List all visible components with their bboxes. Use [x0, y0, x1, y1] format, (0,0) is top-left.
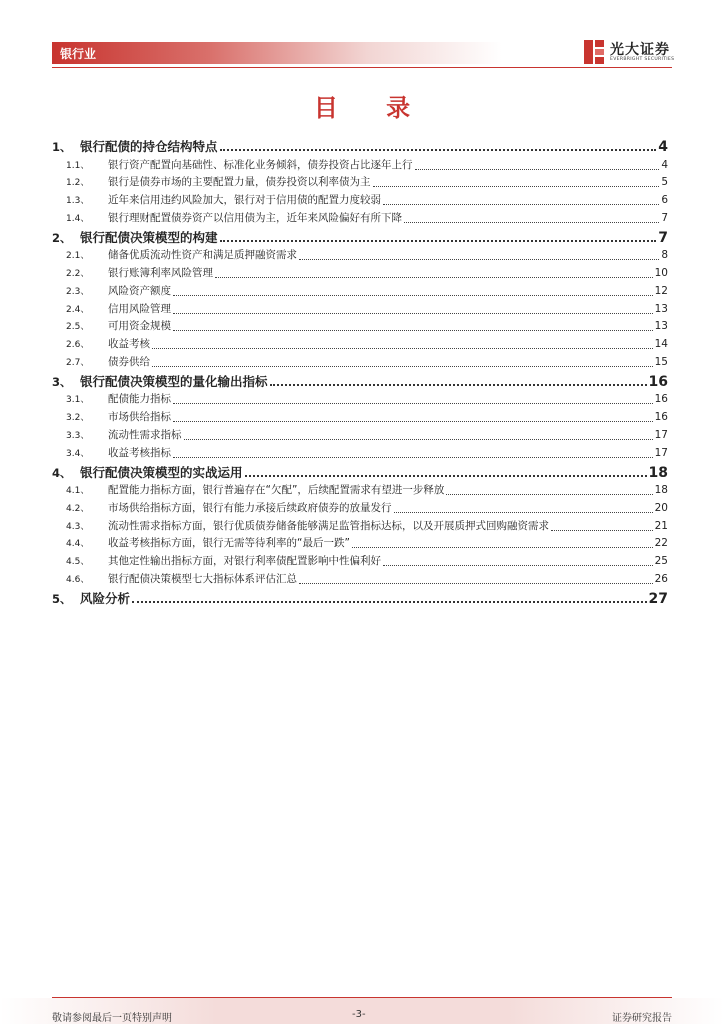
toc-dot-leader	[415, 169, 660, 170]
toc-entry-number: 5、	[52, 591, 72, 606]
toc-dot-leader	[173, 313, 653, 314]
logo-text-cn: 光大证券	[610, 42, 670, 58]
toc-entry-page: 25	[654, 555, 668, 568]
toc-dot-leader	[299, 259, 659, 260]
toc-dot-leader	[132, 601, 647, 603]
toc-section-entry[interactable]	[52, 247, 668, 264]
toc-section-entry[interactable]	[52, 482, 668, 499]
toc-dot-leader	[173, 457, 653, 458]
page-number: -3-	[352, 1009, 366, 1020]
toc-section-entry[interactable]	[52, 535, 668, 552]
toc-entry-title: 近年来信用违约风险加大，银行对于信用债的配置力度较弱	[108, 194, 381, 207]
toc-entry-title: 风险分析	[80, 590, 131, 606]
toc-dot-leader	[173, 295, 653, 296]
toc-entry-number: 2.3、	[66, 286, 90, 297]
section-label: 银行业	[60, 47, 97, 61]
toc-dot-leader	[173, 403, 653, 404]
toc-dot-leader	[446, 494, 652, 495]
toc-entry-title: 债券供给	[108, 356, 150, 368]
toc-entry-page: 13	[654, 302, 668, 315]
toc-dot-leader	[173, 330, 653, 331]
toc-section-entry[interactable]	[52, 445, 668, 462]
toc-entry-page: 13	[654, 320, 668, 333]
toc-entry-page: 27	[648, 590, 668, 607]
toc-entry-page: 16	[648, 373, 668, 390]
header-bar	[52, 42, 502, 64]
toc-entry-page: 16	[654, 393, 668, 406]
toc-entry-title: 银行理财配置债券资产以信用债为主，近年来风险偏好有所下降	[108, 211, 402, 224]
toc-entry-title: 信用风险管理	[108, 302, 171, 315]
toc-section-entry[interactable]	[52, 391, 668, 408]
toc-entry-number: 4.6、	[66, 575, 90, 585]
header-divider	[52, 67, 672, 68]
toc-entry-page: 20	[654, 501, 668, 514]
toc-entry-number: 3.4、	[66, 448, 90, 459]
toc-entry-number: 4.4、	[66, 539, 90, 550]
toc-entry-number: 4.2、	[66, 503, 90, 514]
toc-section-entry[interactable]	[52, 174, 668, 191]
toc-entry-title: 银行账簿利率风险管理	[108, 267, 213, 279]
toc-entry-page: 18	[654, 484, 668, 496]
toc-entry-title: 风险资产额度	[108, 284, 171, 297]
toc-dot-leader	[394, 512, 653, 513]
toc-entry-page: 4	[661, 158, 668, 171]
toc-entry-page: 18	[648, 464, 668, 481]
toc-section-entry[interactable]	[52, 318, 668, 335]
toc-dot-leader	[173, 421, 653, 422]
toc-section-entry[interactable]	[52, 354, 668, 371]
toc-entry-page: 6	[661, 194, 668, 207]
toc-entry-number: 3.1、	[66, 395, 90, 406]
toc-entry-number: 2.5、	[66, 322, 90, 333]
toc-entry-page: 4	[658, 139, 668, 155]
toc-section-entry[interactable]	[52, 336, 668, 353]
toc-entry-number: 2、	[52, 230, 72, 245]
toc-entry-page: 21	[654, 519, 668, 532]
toc-dot-leader	[373, 186, 660, 187]
toc-entry-title: 收益考核指标	[108, 446, 171, 459]
toc-section-entry[interactable]	[52, 192, 668, 209]
toc-section-entry[interactable]	[52, 409, 668, 426]
toc-entry-page: 17	[654, 428, 668, 441]
toc-entry-title: 银行配债决策模型的实战运用	[80, 464, 243, 480]
toc-entry-page: 16	[654, 411, 668, 424]
toc-entry-number: 1.3、	[66, 196, 90, 207]
toc-entry-number: 2.2、	[66, 269, 90, 279]
toc-dot-leader	[245, 475, 647, 477]
toc-entry-page: 7	[661, 211, 668, 224]
footer-report-type: 证券研究报告	[612, 1013, 672, 1024]
toc-entry-title: 可用资金规模	[108, 320, 171, 333]
toc-entry-title: 银行配债的持仓结构特点	[80, 139, 218, 154]
toc-entry-title: 流动性需求指标方面，银行优质债券储备能够满足监管指标达标，以及开展质押式回购融资需求	[108, 519, 549, 532]
toc-entry-number: 1、	[52, 140, 72, 154]
toc-entry-number: 1.4、	[66, 213, 90, 224]
toc-entry-number: 2.7、	[66, 358, 90, 368]
toc-entry-number: 3.3、	[66, 430, 90, 441]
toc-entry-title: 收益考核指标方面，银行无需等待利率的“最后一跌”	[108, 537, 350, 550]
toc-section-entry[interactable]	[52, 553, 668, 570]
everbright-logo-icon	[582, 38, 606, 66]
toc-entry-title: 收益考核	[108, 338, 150, 351]
logo-text-en: EVERBRIGHT SECURITIES	[610, 57, 675, 62]
toc-entry-number: 1.2、	[66, 178, 90, 189]
toc-section-entry[interactable]	[52, 500, 668, 517]
toc-chapter-entry[interactable]	[52, 228, 668, 246]
toc-entry-page: 8	[661, 249, 668, 262]
toc-entry-title: 市场供给指标	[108, 411, 171, 424]
toc-chapter-entry[interactable]	[52, 137, 668, 155]
toc-entry-title: 其他定性输出指标方面，对银行利率债配置影响中性偏利好	[108, 555, 381, 568]
toc-entry-title: 银行资产配置向基础性、标准化业务倾斜，债券投资占比逐年上行	[108, 158, 413, 171]
toc-entry-number: 3、	[52, 374, 72, 389]
toc-section-entry[interactable]	[52, 518, 668, 535]
toc-dot-leader	[551, 530, 653, 531]
toc-dot-leader	[352, 547, 653, 548]
toc-entry-page: 22	[654, 537, 668, 550]
toc-entry-title: 银行是债券市场的主要配置力量，债券投资以利率债为主	[108, 176, 371, 189]
toc-entry-number: 2.6、	[66, 340, 90, 351]
toc-section-entry[interactable]	[52, 210, 668, 227]
toc-chapter-entry[interactable]	[52, 372, 668, 390]
toc-entry-page: 17	[654, 446, 668, 459]
toc-dot-leader	[270, 384, 647, 386]
toc-entry-number: 3.2、	[66, 413, 90, 424]
toc-entry-number: 4.5、	[66, 557, 90, 568]
toc-section-entry[interactable]	[52, 283, 668, 300]
toc-entry-title: 银行配债决策模型的构建	[80, 229, 218, 245]
toc-entry-title: 市场供给指标方面，银行有能力承接后续政府债券的放量发行	[108, 501, 392, 514]
logo	[582, 38, 682, 66]
toc-dot-leader	[299, 583, 653, 584]
toc-entry-title: 银行配债决策模型七大指标体系评估汇总	[108, 573, 297, 585]
toc-entry-title: 配置能力指标方面，银行普遍存在“欠配”，后续配置需求有望进一步释放	[108, 484, 445, 496]
toc-entry-page: 7	[658, 229, 668, 246]
toc-entry-page: 12	[654, 284, 668, 297]
footer-disclaimer: 敬请参阅最后一页特别声明	[52, 1013, 172, 1024]
toc-entry-number: 4.1、	[66, 486, 90, 496]
toc-dot-leader	[404, 222, 659, 223]
toc-dot-leader	[383, 565, 653, 566]
toc-section-entry[interactable]	[52, 571, 668, 588]
toc-entry-page: 5	[661, 176, 668, 189]
toc-section-entry[interactable]	[52, 301, 668, 318]
toc-entry-number: 4.3、	[66, 521, 90, 532]
toc-section-entry[interactable]	[52, 265, 668, 282]
toc-dot-leader	[152, 348, 653, 349]
toc-chapter-entry[interactable]	[52, 463, 668, 481]
toc-entry-title: 配债能力指标	[108, 393, 171, 406]
toc-section-entry[interactable]	[52, 427, 668, 444]
toc-dot-leader	[215, 277, 653, 278]
toc-dot-leader	[184, 439, 653, 440]
toc-entry-title: 银行配债决策模型的量化输出指标	[80, 373, 268, 389]
toc-entry-title: 储备优质流动性资产和满足质押融资需求	[108, 249, 297, 262]
page-title: 目 录	[313, 94, 431, 122]
toc-entry-page: 26	[654, 573, 668, 585]
toc-entry-number: 4、	[52, 465, 72, 480]
toc-dot-leader	[220, 240, 657, 242]
toc-entry-page: 10	[654, 267, 668, 279]
toc-dot-leader	[220, 149, 657, 151]
toc-entry-number: 2.1、	[66, 251, 90, 262]
toc-dot-leader	[383, 204, 659, 205]
toc-entry-number: 2.4、	[66, 304, 90, 315]
toc-chapter-entry[interactable]	[52, 589, 668, 607]
toc-dot-leader	[152, 366, 653, 367]
toc-entry-title: 流动性需求指标	[108, 428, 182, 441]
toc-section-entry[interactable]	[52, 157, 668, 174]
toc-entry-number: 1.1、	[66, 160, 90, 171]
toc-entry-page: 14	[654, 338, 668, 351]
toc-entry-page: 15	[654, 356, 668, 368]
